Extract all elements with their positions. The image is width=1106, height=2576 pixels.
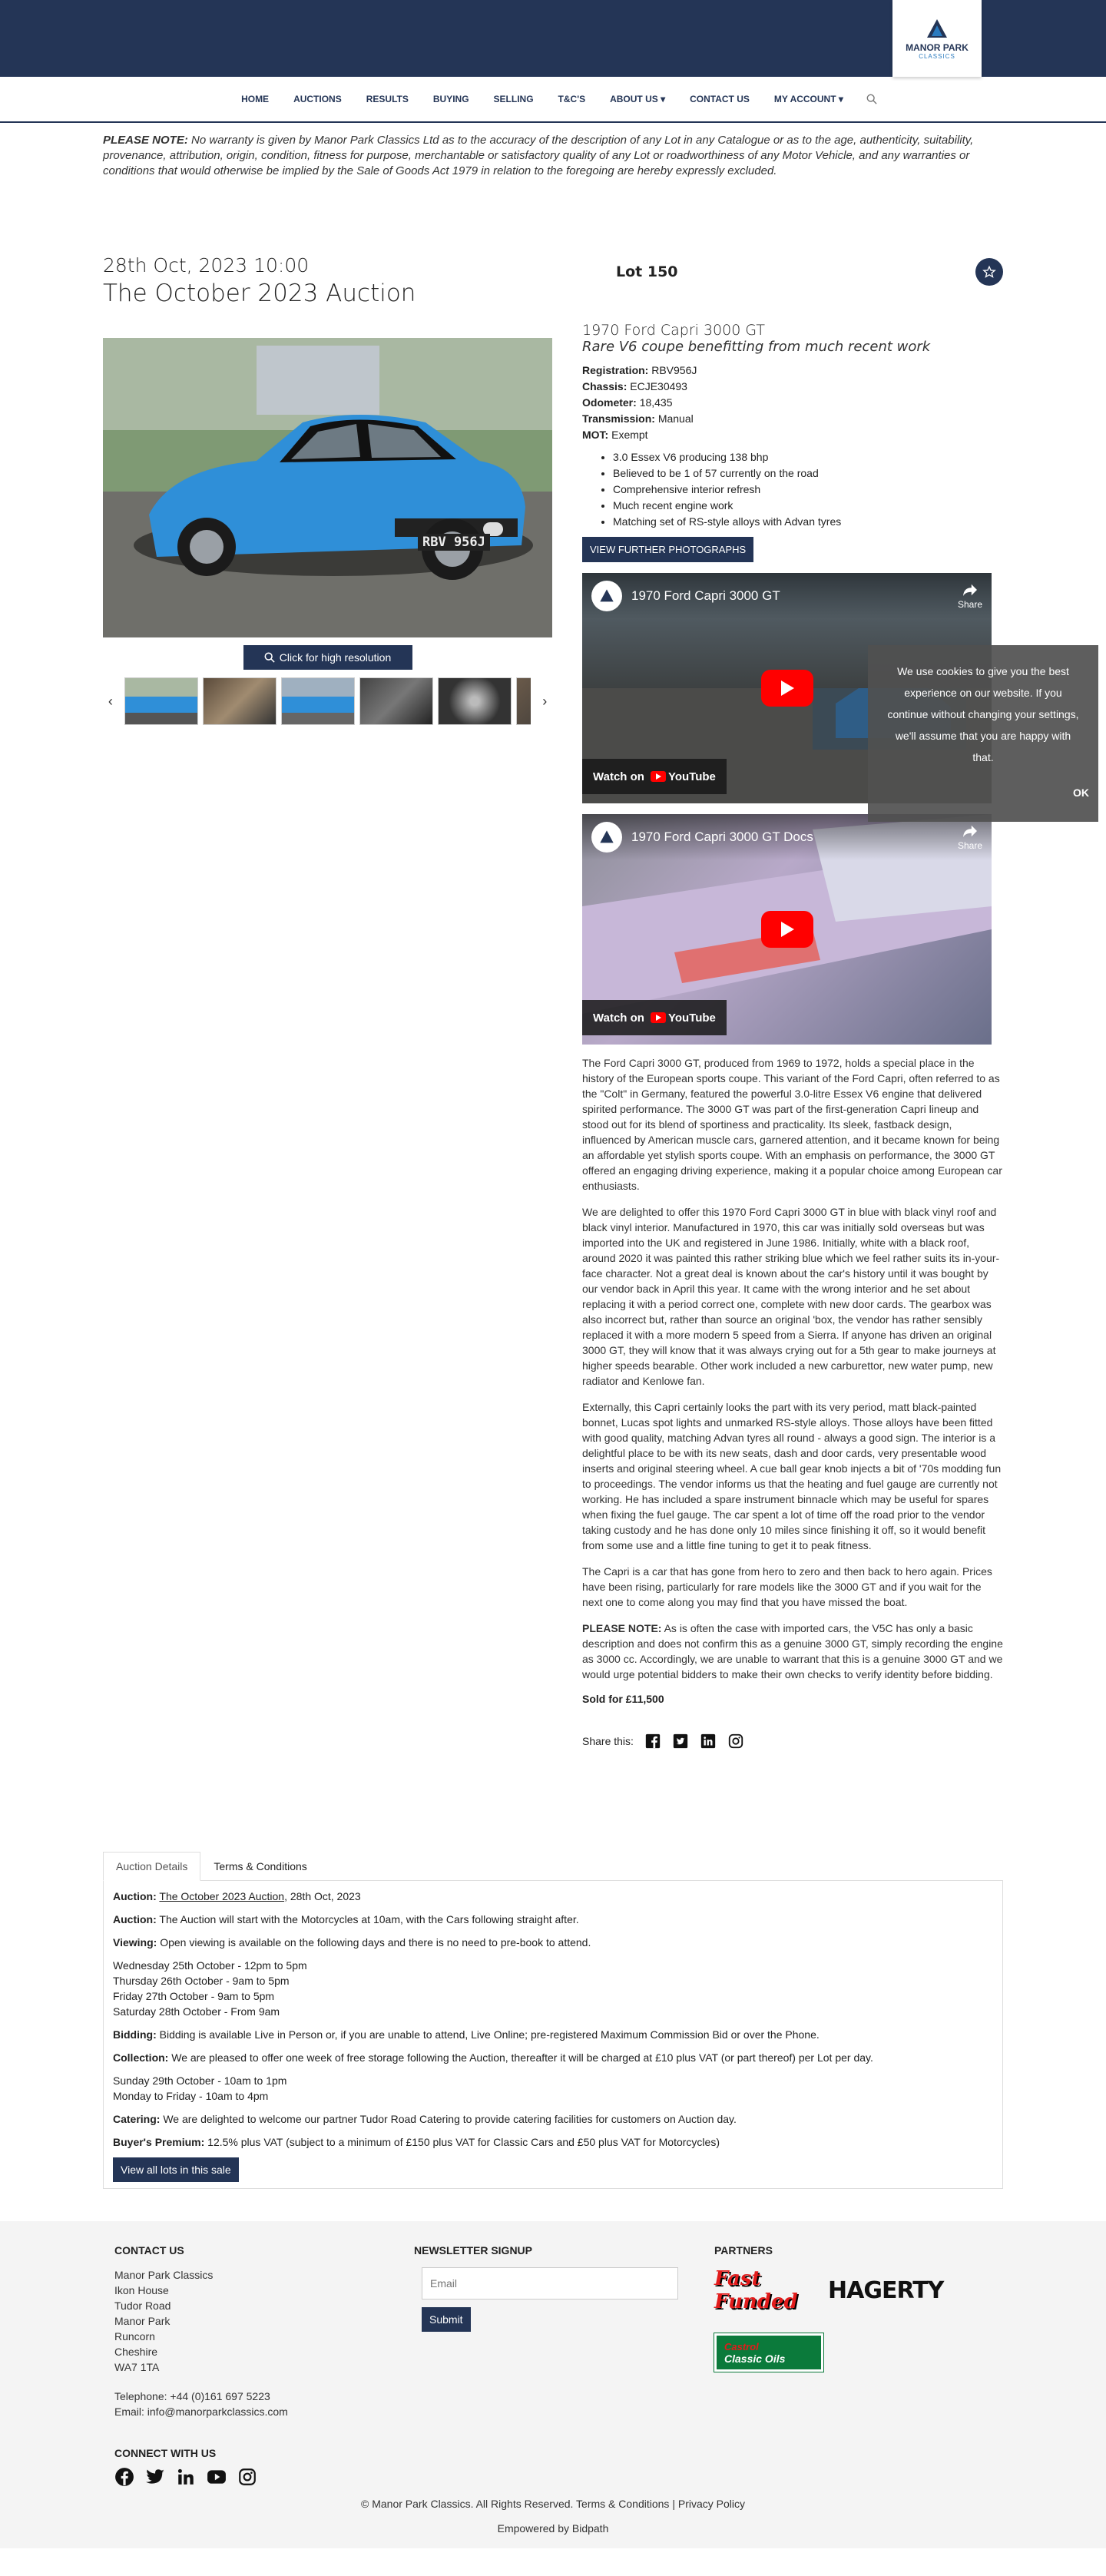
site-logo[interactable] [892, 0, 982, 77]
logo-subtitle: CLASSICS [919, 52, 955, 60]
high-resolution-label: Click for high resolution [279, 651, 392, 664]
chevron-right-icon[interactable]: › [542, 693, 548, 709]
share-button[interactable]: Share [958, 583, 982, 610]
list-item: • Much recent engine work [613, 498, 1003, 514]
lot-description [582, 1055, 1003, 1682]
chevron-left-icon[interactable]: ‹ [108, 693, 113, 709]
collection-times: Sunday 29th October - 10am to 1pm Monday to Friday - 10am to 4pm [113, 2074, 287, 2102]
thumbnail[interactable] [124, 677, 198, 725]
linkedin-icon[interactable] [176, 2467, 196, 2487]
description-paragraph: We are delighted to offer this 1970 Ford Capri 3000 GT in blue with black vinyl roof and black vinyl interior. Manufactured in 1970, this car was initially sold overseas but was imported into the UK and registered in June 1986. Initially, white with a black roof, around 2020 it was painted this rather striking blue which we feel rather suits its in-your-face character. Not a great deal is known about the car's history until it was bought by our vendor back in April this year. It came with the wrong interior and he set about replacing it with a period correct one, complete with new door cards. The gearbox was also incorrect but, rather than source an original 'box, the vendor has rather sensibly replaced it with a more modern 5 speed from a Sierra. If anyone has driven an original 3000 GT, they will know that it was always crying out for a 5th gear to make journeys at higher speeds bearable. Other work included a new carburettor, new water pump, new radiator and Kenlowe fan. [582, 1206, 1000, 1387]
share-bar [582, 1733, 1003, 1750]
detail-bidding: Bidding: Bidding is available Live in Person or, if you are unable to attend, Live Online; pre-registered Maximum Commission Bid or over the Phone. [113, 2028, 820, 2041]
car-subtitle: Rare V6 coupe benefitting from much recent work [582, 339, 931, 355]
spec-chassis: Chassis: ECJE30493 [582, 380, 687, 392]
channel-avatar[interactable] [591, 581, 622, 611]
youtube-icon[interactable] [207, 2467, 227, 2487]
car-specs [582, 363, 1003, 443]
footer-telephone[interactable]: Telephone: +44 (0)161 697 5223 [114, 2390, 270, 2402]
spec-transmission: Transmission: Manual [582, 412, 694, 425]
spec-odometer: Odometer: 18,435 [582, 396, 673, 409]
spec-registration: Registration: RBV956J [582, 364, 697, 376]
logo-emblem-icon [599, 588, 614, 604]
sold-price: Sold for £11,500 [582, 1693, 664, 1705]
view-all-lots-button[interactable]: View all lots in this sale [113, 2157, 239, 2182]
nav-results[interactable]: RESULTS [366, 94, 409, 104]
twitter-icon[interactable] [145, 2467, 165, 2487]
search-icon [264, 652, 275, 663]
thumbnail[interactable] [203, 677, 276, 725]
footer-partners [714, 2244, 943, 2372]
description-paragraph: The Ford Capri 3000 GT, produced from 1969 to 1972, holds a special place in the history of the European sports coupe. This variant of the Ford Capri, often referred to as the "Colt" in Germany, featured the powerful 3.0-litre Essex V6 engine that delivered spirited performance. The 3000 GT was part of the first-generation Capri lineup and stood out for its blend of sportiness and practicality. Its sleek, fastback design, influenced by American muscle cars, garnered attention, and it became known for being an affordable yet stylish sports coupe. With an emphasis on performance, the 3000 GT offered an engaging driving experience, making it a popular choice among European car enthusiasts. [582, 1057, 1002, 1192]
auction-title: The October 2023 Auction [103, 280, 416, 307]
copyright-bar: © Manor Park Classics. All Rights Reserved. Terms & Conditions | Privacy Policy Empowered by Bidpath [0, 2492, 1106, 2541]
left-column [103, 254, 552, 725]
video-title[interactable]: 1970 Ford Capri 3000 GT Docs [631, 829, 813, 844]
cookie-text: We use cookies to give you the best experience on our website. If you continue without changing your settings, we'll assume that you are happy with that. [887, 665, 1079, 763]
detail-collection: Collection: We are pleased to offer one week of free storage following the Auction, thereafter it will be charged at £10 plus VAT (or part thereof) per Lot per day. [113, 2051, 873, 2064]
share-arrow-icon [962, 824, 979, 838]
privacy-link[interactable]: Privacy Policy [677, 2498, 745, 2510]
notice-lead: PLEASE NOTE: [103, 134, 188, 147]
thumbnail[interactable] [438, 677, 512, 725]
auction-details-panel [103, 1881, 1003, 2189]
instagram-icon[interactable] [237, 2467, 257, 2487]
play-icon [780, 921, 795, 938]
facebook-icon[interactable] [114, 2467, 134, 2487]
lot-number: Lot 150 [616, 263, 678, 280]
nav-buying[interactable]: BUYING [432, 94, 469, 104]
cookie-ok-button[interactable]: OK [1073, 786, 1089, 799]
watch-lot-button[interactable] [975, 258, 1003, 286]
detail-auction-start: Auction: The Auction will start with the Motorcycles at 10am, with the Cars following straight after. [113, 1913, 579, 1925]
viewing-times: Wednesday 25th October - 12pm to 5pm Thursday 26th October - 9am to 5pm Friday 27th October - 9am to 5pm Saturday 28th October - From 9am [113, 1959, 307, 2018]
logo-emblem-icon [926, 18, 949, 41]
youtube-logo: YouTube [651, 1012, 716, 1025]
footer-newsletter [414, 2244, 678, 2332]
terms-link[interactable]: Terms & Conditions [576, 2498, 670, 2510]
empowered-by[interactable]: Empowered by Bidpath [497, 2522, 609, 2535]
footer-contact [114, 2244, 288, 2487]
watch-on-youtube-button[interactable]: Watch on YouTube [582, 759, 727, 794]
footer-columns [103, 2244, 1003, 2482]
social-links [114, 2467, 288, 2487]
watch-on-youtube-button[interactable]: Watch on YouTube [582, 1000, 727, 1035]
nav-contact-us[interactable]: CONTACT US [690, 94, 750, 104]
highlights-list [613, 449, 1003, 530]
detail-auction: Auction: The October 2023 Auction, 28th Oct, 2023 [113, 1890, 361, 1902]
list-item: • 3.0 Essex V6 producing 138 bhp [613, 449, 1003, 465]
main-car-photo[interactable] [103, 338, 552, 637]
list-item: • Matching set of RS-style alloys with Advan tyres [613, 514, 1003, 530]
channel-avatar[interactable] [591, 822, 622, 853]
thumbnail-carousel [103, 677, 552, 725]
description-paragraph: The Capri is a car that has gone from hero to zero and then back to hero again. Prices have been rising, particularly for rare models like the 3000 GT and if you wait for the next one to come along you may find that you have missed the boat. [582, 1565, 992, 1608]
partner-logo-fast-funded[interactable]: Fast Funded [714, 2267, 798, 2313]
partners-heading: PARTNERS [714, 2244, 773, 2256]
please-note-paragraph: PLEASE NOTE: As is often the case with imported cars, the V5C has only a basic description and does not confirm this as a genuine 3000 GT, simply recording the engine as 3000 cc. Accordingly, we are unable to warrant that this is a genuine 3000 GT and we would urge potential bidders to make their own checks to verify identity before bidding. [582, 1622, 1003, 1680]
notice-text: No warranty is given by Manor Park Classics Ltd as to the accuracy of the description of any Lot in any Catalogue or as to the age, authenticity, suitability, provenance, attribution, origin, condition, fitness for purpose, merchantable or satisfactory quality of any Lot or roadworthiness of any Motor Vehicle, and any warranties or conditions that would otherwise be implied by the Sale of Goods Act 1979 in relation to the foregoing are hereby expressly excluded. [103, 134, 974, 177]
cookie-banner [868, 645, 1098, 822]
nav-selling[interactable]: SELLING [493, 94, 534, 104]
detail-buyers-premium: Buyer's Premium: 12.5% plus VAT (subject to a minimum of £150 plus VAT for Classic Cars and £50 plus VAT for Motorcycles) [113, 2136, 720, 2148]
video-title[interactable]: 1970 Ford Capri 3000 GT [631, 588, 780, 603]
partner-logos-row [714, 2267, 943, 2313]
thumbnail-strip [124, 677, 531, 725]
play-button[interactable] [761, 911, 813, 948]
tab-auction-details[interactable]: Auction Details [103, 1852, 200, 1881]
auction-link[interactable]: The October 2023 Auction [159, 1890, 285, 1902]
warranty-notice [103, 133, 1003, 179]
footer-connect-heading: CONNECT WITH US [114, 2447, 217, 2459]
nav-home[interactable]: HOME [241, 94, 270, 104]
car-title: 1970 Ford Capri 3000 GT [582, 322, 765, 339]
play-icon [780, 680, 795, 697]
detail-catering: Catering: We are delighted to welcome our partner Tudor Road Catering to provide catering facilities for customers on Auction day. [113, 2113, 737, 2125]
partner-logo-hagerty[interactable]: HAGERTY [828, 2276, 944, 2304]
video-player-2[interactable] [582, 814, 992, 1045]
linkedin-icon[interactable] [700, 1733, 717, 1750]
auction-info-tabs [103, 1852, 1003, 2189]
car-photo-image [103, 338, 552, 637]
newsletter-heading: NEWSLETTER SIGNUP [414, 2244, 533, 2256]
youtube-logo: YouTube [651, 770, 716, 783]
instagram-icon[interactable] [727, 1733, 744, 1750]
spec-mot: MOT: Exempt [582, 429, 648, 441]
lot-header [582, 254, 1003, 290]
thumbnail[interactable] [281, 677, 355, 725]
partner-logo-castrol[interactable]: Castrol Classic Oils [714, 2333, 823, 2372]
footer-address: Manor Park Classics Ikon House Tudor Road Manor Park Runcorn Cheshire WA7 1TA [114, 2269, 214, 2373]
high-resolution-button[interactable] [243, 645, 412, 670]
lot-main [103, 254, 1003, 1852]
right-column [582, 254, 1003, 1750]
header-bar [0, 0, 1106, 77]
nav-my-account[interactable]: MY ACCOUNT ▾ [773, 94, 843, 104]
video-header [582, 573, 992, 619]
tab-terms-conditions[interactable]: Terms & Conditions [214, 1860, 307, 1872]
nav-auctions[interactable]: AUCTIONS [293, 94, 342, 104]
search-icon[interactable] [866, 94, 877, 104]
logo-title: MANOR PARK [906, 41, 969, 53]
footer-email[interactable]: Email: info@manorparkclassics.com [114, 2405, 288, 2418]
twitter-icon[interactable] [672, 1733, 689, 1750]
facebook-icon[interactable] [644, 1733, 661, 1750]
play-button[interactable] [761, 670, 813, 707]
site-footer [0, 2221, 1106, 2548]
main-nav [0, 77, 1106, 123]
list-item: • Believed to be 1 of 57 currently on the road [613, 465, 1003, 482]
share-label: Share this: [582, 1735, 634, 1747]
share-arrow-icon [962, 583, 979, 597]
newsletter-submit-button[interactable]: Submit [422, 2307, 471, 2332]
share-button[interactable]: Share [958, 824, 982, 851]
copyright-text: © Manor Park Classics. All Rights Reserved. [361, 2498, 574, 2510]
detail-viewing: Viewing: Open viewing is available on the following days and there is no need to pre-book to attend. [113, 1936, 591, 1949]
list-item: • Comprehensive interior refresh [613, 482, 1003, 498]
thumbnail[interactable] [516, 677, 531, 725]
star-icon [982, 265, 996, 279]
description-paragraph: Externally, this Capri certainly looks the part with its very period, matt black-painted bonnet, Lucas spot lights and unmarked RS-style alloys. Those alloys have been fitted with good quality, matching Advan tyres all round - always a good sign. The interior is a delightful place to be with its new seats, dash and door cards, very presentable wood inserts and original steering wheel. A cue ball gear knob injects a bit of '70s modding fun to proceedings. The vendor informs us that the heating and fuel gauge are currently not working. He has included a spare instrument binnacle which may be useful for spares when fixing the fuel gauge. The car spent a lot of time off the road prior to the vendor taking custody and he has done only 10 miles since finishing it off, so it would benefit from some use and a little fine tuning to get it to peak fitness. [582, 1401, 1002, 1551]
auction-date: 28th Oct, 2023 10:00 [103, 254, 310, 276]
footer-contact-heading: CONTACT US [114, 2244, 184, 2256]
nav-about-us[interactable]: ABOUT US ▾ [610, 94, 666, 104]
number-plate: RBV 956J [418, 534, 490, 551]
view-further-photographs-button[interactable]: VIEW FURTHER PHOTOGRAPHS [582, 537, 753, 562]
nav-terms[interactable]: T&C'S [558, 94, 586, 104]
newsletter-email-input[interactable] [422, 2267, 678, 2300]
thumbnail[interactable] [359, 677, 433, 725]
logo-emblem-icon [599, 829, 614, 845]
tab-bar [103, 1852, 1003, 1881]
